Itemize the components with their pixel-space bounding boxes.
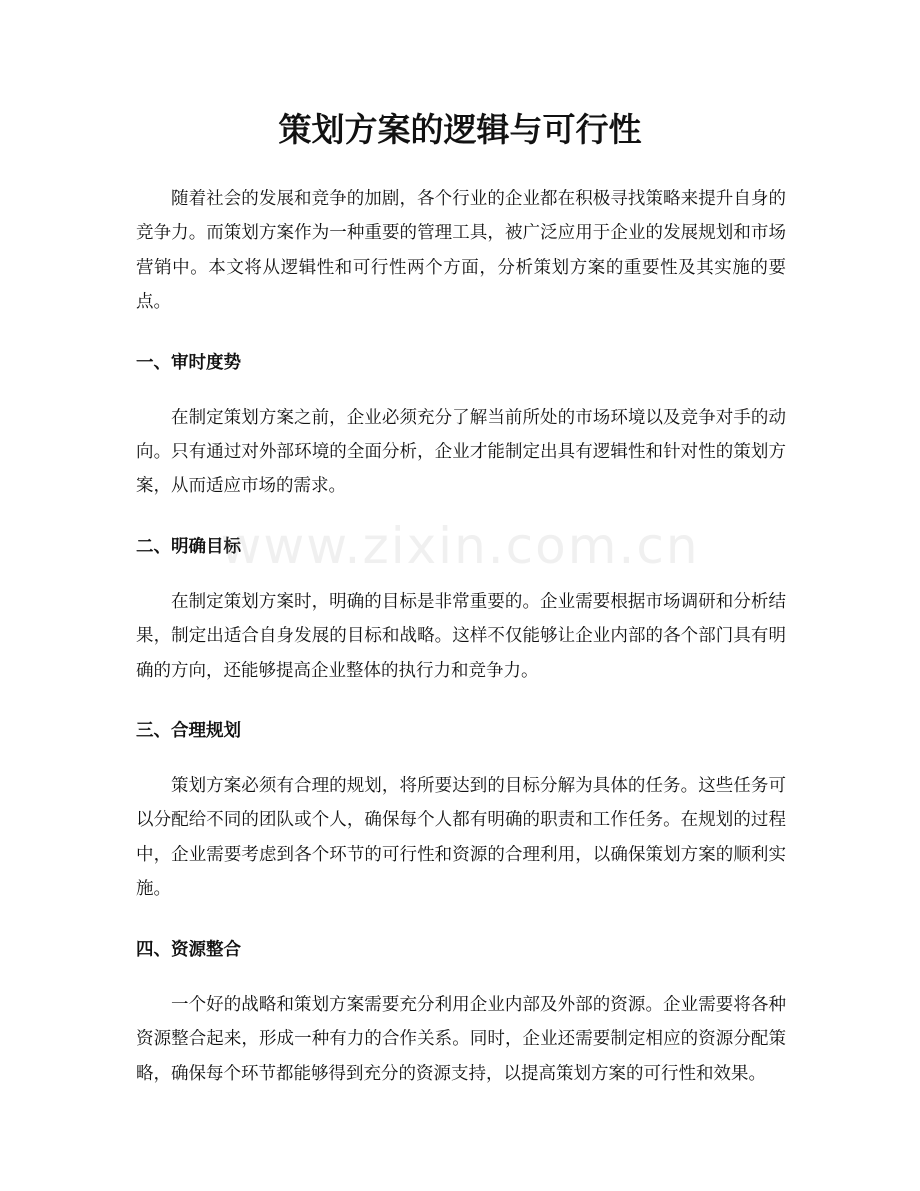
section-heading-4: 四、资源整合 [136, 939, 241, 960]
section-heading-3: 三、合理规划 [136, 721, 241, 742]
section-paragraph-3: 策划方案必须有合理的规划，将所要达到的目标分解为具体的任务。这些任务可以分配给不同的团队或个人，确保每个人都有明确的职责和工作任务。在规划的过程中，企业需要考虑到各个环节的可行性和资源的合理利用，以确保策划方案的顺利实施。 [136, 776, 786, 900]
section-paragraph-2: 在制定策划方案时，明确的目标是非常重要的。企业需要根据市场调研和分析结果，制定出适合自身发展的目标和战略。这样不仅能够让企业内部的各个部门具有明确的方向，还能够提高企业整体的执行力和竞争力。 [136, 591, 786, 681]
document-title: 策划方案的逻辑与可行性 [278, 110, 642, 149]
section-heading-2: 二、明确目标 [136, 536, 241, 557]
section-paragraph-1: 在制定策划方案之前，企业必须充分了解当前所处的市场环境以及竞争对手的动向。只有通过对外部环境的全面分析，企业才能制定出具有逻辑性和针对性的策划方案，从而适应市场的需求。 [136, 407, 786, 497]
watermark-text: www.zixin.com.cn [220, 517, 700, 575]
intro-paragraph: 随着社会的发展和竞争的加剧，各个行业的企业都在积极寻找策略来提升自身的竞争力。而策划方案作为一种重要的管理工具，被广泛应用于企业的发展规划和市场营销中。本文将从逻辑性和可行性两个方面，分析策划方案的重要性及其实施的要点。 [136, 189, 786, 313]
section-heading-1: 一、审时度势 [136, 352, 241, 373]
section-paragraph-4: 一个好的战略和策划方案需要充分利用企业内部及外部的资源。企业需要将各种资源整合起来，形成一种有力的合作关系。同时，企业还需要制定相应的资源分配策略，确保每个环节都能够得到充分的资源支持，以提高策划方案的可行性和效果。 [136, 994, 786, 1084]
document-body [136, 182, 786, 1091]
